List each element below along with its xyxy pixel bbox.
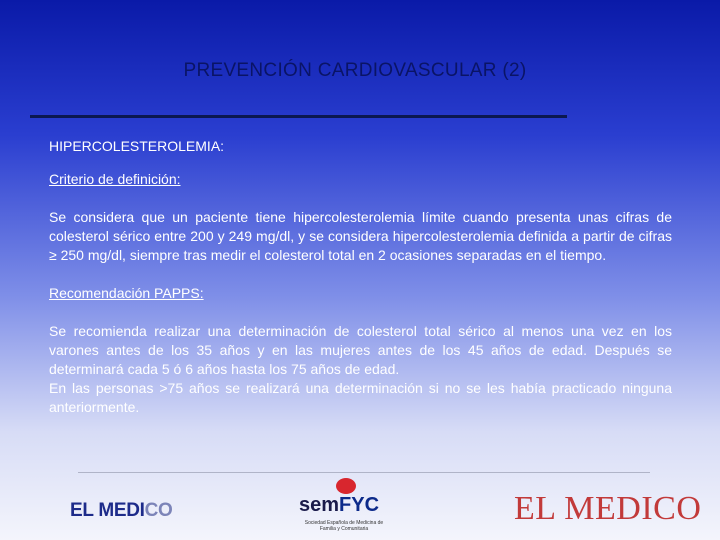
semfyc-tagline: Sociedad Española de Medicina de Familia y Comunitaria [304, 520, 384, 532]
semfyc-wordmark-sem: sem [299, 494, 340, 516]
section-heading: HIPERCOLESTEROLEMIA: [49, 138, 225, 154]
definition-paragraph: Se considera que un paciente tiene hipercolesterolemia límite cuando presenta unas cifras de colesterol sérico entre 200 y 249 mg/dl, y se considera hipercolesterolemia definida a partir de cifras ≥ 250 mg/dl, siempre tras medir el colesterol total en 2 ocasiones separadas en el tiempo. [49, 209, 672, 263]
footer-divider [78, 472, 650, 473]
definition-heading: Criterio de definición: [49, 171, 181, 187]
logo-left-main: EL MEDI [70, 500, 145, 521]
title-underline [30, 115, 567, 118]
recommendation-paragraph: Se recomienda realizar una determinación de colesterol total sérico al menos una vez en los varones antes de los 35 años y en las mujeres antes de los 45 años de edad. Después se determinará cada 5 ó 6 años hasta los 75 años de edad. [49, 323, 672, 377]
semfyc-logo [296, 478, 390, 534]
recommendation-paragraph-2: En las personas >75 años se realizará una determinación si no se les había practicado ninguna anteriormente. [49, 380, 672, 415]
recommendation-heading: Recomendación PAPPS: [49, 285, 204, 301]
slide-content [49, 137, 672, 417]
semfyc-wordmark-fyc: FYC [339, 494, 380, 516]
semfyc-emblem-icon [336, 478, 356, 494]
semfyc-wordmark [299, 494, 379, 517]
slide-title: PREVENCIÓN CARDIOVASCULAR (2) [183, 60, 527, 81]
logo-left-rest: CO [144, 500, 173, 521]
el-medico-logo-left [70, 500, 173, 522]
el-medico-logo-right: EL MEDICO [514, 490, 702, 527]
